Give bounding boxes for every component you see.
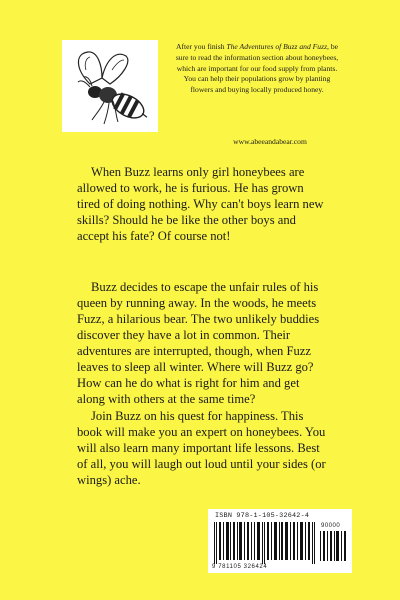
barcode-digits: 9 781105 326424 [212, 564, 268, 570]
intro-note [172, 42, 342, 96]
price-barcode-icon [320, 531, 348, 561]
ean-barcode-icon [214, 522, 318, 564]
isbn-label: ISBN 978-1-105-32642-4 [215, 512, 310, 520]
price-code: 90000 [321, 523, 341, 529]
website-link[interactable]: www.abeeandabear.com [233, 137, 307, 146]
blurb-paragraph-1: When Buzz learns only girl honeybees are allowed to work, he is furious. He has grown tired of doing nothing. Why can't boys learn new skills? Should he be like the other boys and accept his fate? Of course not! [77, 165, 324, 243]
blurb-paragraph-3: Join Buzz on his quest for happiness. This book will make you an expert on honeybees. You will also learn many important life lessons. Best of all, you will laugh out loud until your sides (or wings) ache. [77, 409, 326, 487]
bee-drawing [62, 40, 158, 132]
intro-before-title: After you finish [176, 42, 227, 51]
bee-illustration-icon [62, 40, 158, 132]
intro-after-title: be sure to read the information section about honeybees, which are important for our food supply from plants. You can help their populations grow by planting flowers and buying locally produced honey. [175, 42, 339, 95]
blurb-paragraph-2: Buzz decides to escape the unfair rules of his queen by running away. In the woods, he meets Fuzz, a hilarious bear. The two unlikely buddies discover they have a lot in common. Their adventures are interrupted, though, when Fuzz leaves to sleep all winter. Where will Buzz go? How can he do what is right for him and get along with others at the same time? [77, 280, 320, 406]
barcode-block [208, 509, 352, 573]
intro-book-title: The Adventures of Buzz and Fuzz, [226, 42, 329, 51]
